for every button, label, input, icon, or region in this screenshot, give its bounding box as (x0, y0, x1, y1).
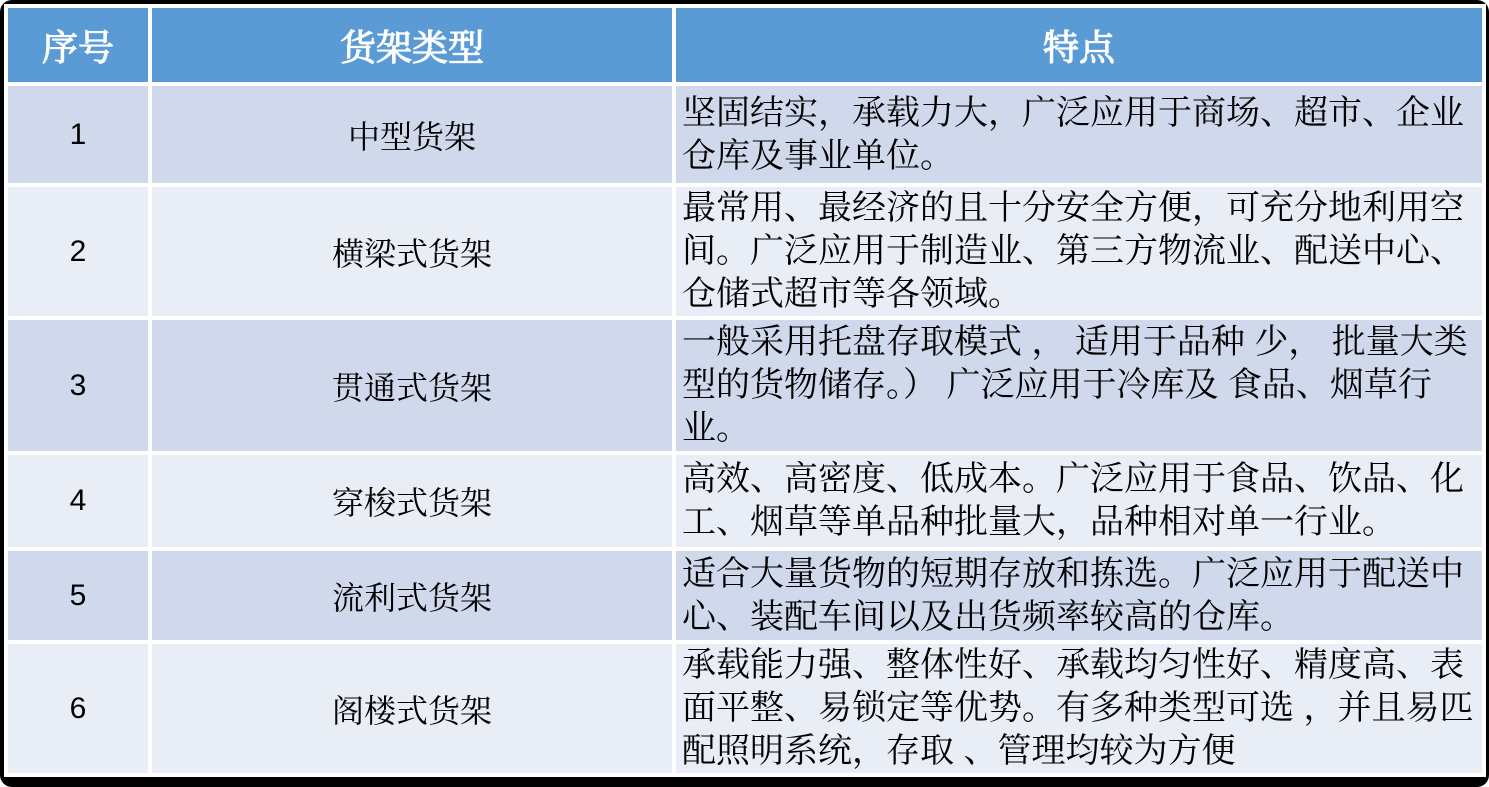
row-type-cell: 贯通式货架 (152, 320, 672, 451)
header-cell-features: 特点 (676, 8, 1482, 82)
row-index-cell: 6 (8, 644, 148, 773)
row-index-cell: 4 (8, 455, 148, 547)
table-row (8, 551, 1482, 640)
table-row (8, 320, 1482, 451)
row-features-cell: 一般采用托盘存取模式 ， 适用于品种 少， 批量大类型的货物储存。） 广泛应用于冷库及 食品、烟草行业。 (676, 320, 1482, 451)
row-features-cell: 最常用、最经济的且十分安全方便，可充分地利用空间。广泛应用于制造业、第三方物流业、配送中心、仓储式超市等各领域。 (676, 187, 1482, 316)
row-index-cell: 1 (8, 86, 148, 183)
row-type-cell: 阁楼式货架 (152, 644, 672, 773)
row-features-cell: 适合大量货物的短期存放和拣选。广泛应用于配送中心、装配车间以及出货频率较高的仓库。 (676, 551, 1482, 640)
row-index-cell: 5 (8, 551, 148, 640)
row-features-cell: 高效、高密度、低成本。广泛应用于食品、饮品、化工、烟草等单品种批量大，品种相对单一行业。 (676, 455, 1482, 547)
shelf-types-table (4, 4, 1486, 777)
header-row (8, 8, 1482, 82)
header-cell-type: 货架类型 (152, 8, 672, 82)
row-features-cell: 承载能力强、整体性好、承载均匀性好、精度高、表面平整、易锁定等优势。有多种类型可选 ，并且易匹配照明系统，存取 、管理均较为方便 (676, 644, 1482, 773)
row-type-cell: 中型货架 (152, 86, 672, 183)
table-row (8, 455, 1482, 547)
table-row (8, 86, 1482, 183)
header-cell-index: 序号 (8, 8, 148, 82)
row-type-cell: 流利式货架 (152, 551, 672, 640)
row-index-cell: 3 (8, 320, 148, 451)
table-header (8, 8, 1482, 82)
table-row (8, 187, 1482, 316)
row-features-cell: 坚固结实，承载力大，广泛应用于商场、超市、企业仓库及事业单位。 (676, 86, 1482, 183)
table-body (8, 86, 1482, 773)
row-type-cell: 横梁式货架 (152, 187, 672, 316)
row-index-cell: 2 (8, 187, 148, 316)
table-row (8, 644, 1482, 773)
row-type-cell: 穿梭式货架 (152, 455, 672, 547)
